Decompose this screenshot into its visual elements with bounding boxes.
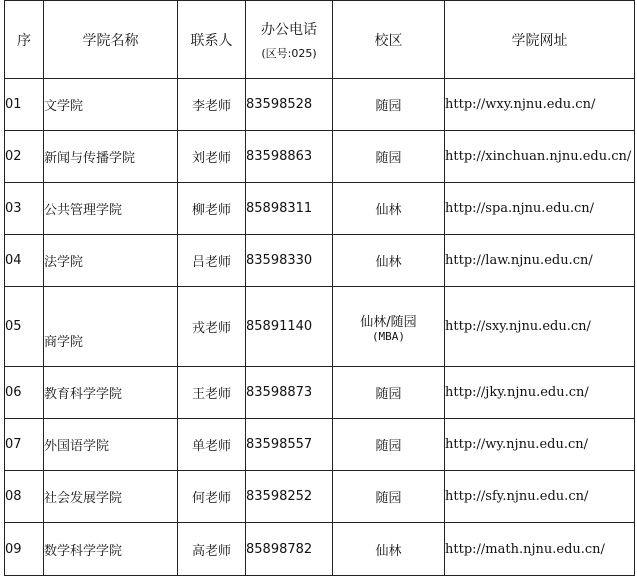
row-contact-person: 单老师 — [178, 419, 246, 471]
row-no: 03 — [5, 183, 44, 235]
row-no: 07 — [5, 419, 44, 471]
row-college-name: 文学院 — [44, 79, 178, 131]
table-row — [5, 523, 635, 576]
row-website-link[interactable]: http://sfy.njnu.edu.cn/ — [445, 471, 635, 523]
row-campus: 仙林 — [333, 235, 445, 287]
header-url: 学院网址 — [445, 1, 635, 79]
college-contact-table — [4, 0, 635, 576]
row-website-link[interactable]: http://wy.njnu.edu.cn/ — [445, 419, 635, 471]
table-row — [5, 79, 635, 131]
row-contact-person: 柳老师 — [178, 183, 246, 235]
header-no: 序 — [5, 1, 44, 79]
row-website-link[interactable]: http://wxy.njnu.edu.cn/ — [445, 79, 635, 131]
row-website-link[interactable]: http://sxy.njnu.edu.cn/ — [445, 287, 635, 367]
row-phone: 85898782 — [246, 523, 333, 576]
row-contact-person: 李老师 — [178, 79, 246, 131]
row-college-name: 商学院 — [44, 287, 178, 367]
row-college-name: 新闻与传播学院 — [44, 131, 178, 183]
row-no: 01 — [5, 79, 44, 131]
header-person: 联系人 — [178, 1, 246, 79]
row-phone: 83598528 — [246, 79, 333, 131]
row-phone: 85898311 — [246, 183, 333, 235]
header-name: 学院名称 — [44, 1, 178, 79]
row-contact-person: 刘老师 — [178, 131, 246, 183]
row-website-link[interactable]: http://jky.njnu.edu.cn/ — [445, 367, 635, 419]
row-campus-note: (MBA) — [371, 329, 406, 343]
row-phone: 83598873 — [246, 367, 333, 419]
table-row — [5, 419, 635, 471]
row-phone: 85891140 — [246, 287, 333, 367]
row-no: 05 — [5, 287, 44, 367]
row-campus: 随园 — [333, 367, 445, 419]
table-row — [5, 183, 635, 235]
row-website-link[interactable]: http://math.njnu.edu.cn/ — [445, 523, 635, 576]
row-website-link[interactable]: http://xinchuan.njnu.edu.cn/ — [445, 131, 635, 183]
row-college-name: 教育科学学院 — [44, 367, 178, 419]
table-row — [5, 287, 635, 367]
row-college-name: 公共管理学院 — [44, 183, 178, 235]
row-college-name: 外国语学院 — [44, 419, 178, 471]
row-no: 06 — [5, 367, 44, 419]
table-row — [5, 131, 635, 183]
row-college-name: 法学院 — [44, 235, 178, 287]
row-campus: 仙林 — [333, 523, 445, 576]
row-college-name: 社会发展学院 — [44, 471, 178, 523]
row-campus: 随园 — [333, 419, 445, 471]
row-college-name: 数学科学学院 — [44, 523, 178, 576]
row-campus: 随园 — [333, 79, 445, 131]
row-contact-person: 何老师 — [178, 471, 246, 523]
header-campus: 校区 — [333, 1, 445, 79]
row-no: 02 — [5, 131, 44, 183]
table-header-row — [5, 1, 635, 79]
header-phone-note: (区号:025) — [261, 46, 317, 60]
row-campus-cell — [333, 287, 445, 367]
row-campus: 随园 — [333, 471, 445, 523]
table-row — [5, 471, 635, 523]
row-phone: 83598557 — [246, 419, 333, 471]
table-row — [5, 235, 635, 287]
row-contact-person: 戎老师 — [178, 287, 246, 367]
row-contact-person: 高老师 — [178, 523, 246, 576]
row-no: 04 — [5, 235, 44, 287]
row-campus: 仙林 — [333, 183, 445, 235]
table-row — [5, 367, 635, 419]
row-no: 08 — [5, 471, 44, 523]
row-website-link[interactable]: http://law.njnu.edu.cn/ — [445, 235, 635, 287]
row-phone: 83598330 — [246, 235, 333, 287]
row-website-link[interactable]: http://spa.njnu.edu.cn/ — [445, 183, 635, 235]
row-no: 09 — [5, 523, 44, 576]
row-campus: 随园 — [333, 131, 445, 183]
row-campus: 仙林/随园 — [360, 314, 417, 330]
header-phone-label: 办公电话 — [261, 21, 317, 38]
row-phone: 83598252 — [246, 471, 333, 523]
row-phone: 83598863 — [246, 131, 333, 183]
row-contact-person: 吕老师 — [178, 235, 246, 287]
row-contact-person: 王老师 — [178, 367, 246, 419]
header-phone — [246, 1, 333, 79]
